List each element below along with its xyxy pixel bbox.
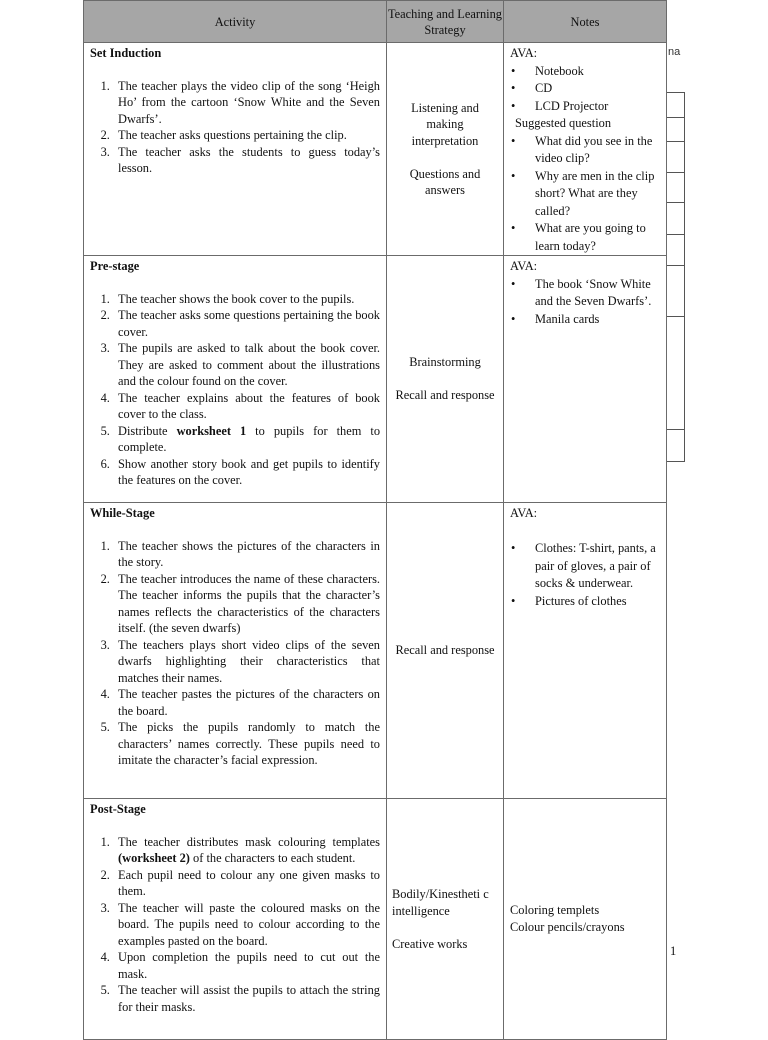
strategy-text: Questions and answers bbox=[409, 166, 481, 197]
step-item: 2. The teacher asks some questions pertaining the book cover. bbox=[113, 307, 380, 340]
activity-steps bbox=[90, 291, 380, 489]
activity-steps bbox=[90, 78, 380, 177]
table-header-row bbox=[84, 1, 667, 43]
step-item: 5. The picks the pupils randomly to match the characters’ names correctly. These pupils need to imitate the character’s facial expression. bbox=[113, 719, 380, 769]
notes-item: • Notebook bbox=[532, 63, 660, 81]
notes-item: • CD bbox=[532, 80, 660, 98]
notes-item: • What did you see in the video clip? bbox=[532, 133, 660, 168]
step-item: 3. The teachers plays short video clips of the seven dwarfs highlighting their characteristics that matches their names. bbox=[113, 637, 380, 687]
notes-line: Coloring templets bbox=[510, 902, 600, 917]
step-text: of the characters to each student. bbox=[189, 851, 356, 865]
table-row-set-induction bbox=[84, 43, 667, 256]
notes-item: • Clothes: T-shirt, pants, a pair of gloves, a pair of socks & underwear. bbox=[532, 540, 660, 593]
background-page-fragment: na bbox=[668, 46, 681, 58]
activity-steps bbox=[90, 538, 380, 769]
notes-item: • Manila cards bbox=[532, 311, 660, 329]
stage-title: Pre-stage bbox=[90, 259, 140, 273]
notes-cell bbox=[504, 503, 667, 799]
notes-subheading: Suggested question bbox=[515, 116, 612, 130]
step-item: 1. The teacher shows the pictures of the characters in the story. bbox=[113, 538, 380, 571]
step-item: 2. Each pupil need to colour any one given masks to them. bbox=[113, 867, 380, 900]
step-item: 3. The teacher will paste the coloured masks on the board. The pupils need to colour according to the examples pasted on the board. bbox=[113, 900, 380, 950]
notes-heading: AVA: bbox=[510, 46, 538, 60]
step-item: 4. Upon completion the pupils need to cut out the mask. bbox=[113, 949, 380, 982]
worksheet-reference: (worksheet 2) bbox=[118, 851, 190, 865]
strategy-cell bbox=[387, 43, 504, 256]
notes-item: • LCD Projector bbox=[532, 98, 660, 116]
strategy-cell bbox=[387, 503, 504, 799]
table-row-post-stage bbox=[84, 799, 667, 1040]
step-item: 6. Show another story book and get pupils to identify the features on the cover. bbox=[113, 456, 380, 489]
step-item: 4. The teacher pastes the pictures of the characters on the board. bbox=[113, 686, 380, 719]
step-item: 1. The teacher plays the video clip of the song ‘Heigh Ho’ from the cartoon ‘Snow White and the Seven Dwarfs’. bbox=[113, 78, 380, 128]
notes-item: • The book ‘Snow White and the Seven Dwarfs’. bbox=[532, 276, 660, 311]
table-row-while-stage bbox=[84, 503, 667, 799]
stage-title: While-Stage bbox=[90, 506, 155, 520]
step-item: 4. The teacher explains about the features of book cover to the class. bbox=[113, 390, 380, 423]
notes-cell bbox=[504, 43, 667, 256]
stage-title: Post-Stage bbox=[90, 802, 146, 816]
step-item: 1. The teacher shows the book cover to the pupils. bbox=[113, 291, 380, 308]
step-item bbox=[113, 834, 380, 867]
notes-cell bbox=[504, 799, 667, 1040]
strategy-text: Recall and response bbox=[395, 643, 495, 658]
step-item: 2. The teacher introduces the name of these characters. The teacher informs the pupils that the character’s names reflects the characteristics of the characters itself. (the seven dwarfs) bbox=[113, 571, 380, 637]
notes-cell bbox=[504, 256, 667, 503]
lesson-plan-table bbox=[83, 0, 667, 1040]
step-text: The teacher distributes mask colouring templates bbox=[118, 834, 380, 849]
activity-cell bbox=[84, 503, 387, 799]
notes-item: • Why are men in the clip short? What are they called? bbox=[532, 168, 660, 221]
step-item: 5. The teacher will assist the pupils to attach the string for their masks. bbox=[113, 982, 380, 1015]
strategy-text: Recall and response bbox=[395, 388, 495, 403]
activity-cell bbox=[84, 43, 387, 256]
activity-cell bbox=[84, 799, 387, 1040]
notes-heading: AVA: bbox=[510, 506, 538, 520]
strategy-cell bbox=[387, 799, 504, 1040]
notes-list bbox=[510, 133, 660, 256]
notes-list bbox=[510, 540, 660, 610]
worksheet-reference: worksheet 1 bbox=[176, 423, 247, 438]
table-row-pre-stage bbox=[84, 256, 667, 503]
strategy-text: Bodily/Kinestheti c intelligence bbox=[392, 887, 489, 918]
strategy-header: Teaching and Learning Strategy bbox=[387, 1, 504, 43]
notes-item: • What are you going to learn today? bbox=[532, 220, 660, 255]
notes-list bbox=[510, 63, 660, 116]
step-text: Distribute bbox=[118, 423, 177, 438]
activity-steps bbox=[90, 834, 380, 1016]
step-text: to pupils for them to complete. bbox=[118, 423, 381, 454]
step-item bbox=[113, 423, 380, 456]
notes-list bbox=[510, 276, 660, 329]
notes-header: Notes bbox=[504, 1, 667, 43]
step-item: 3. The pupils are asked to talk about the book cover. They are asked to comment about the illustrations and the colour found on the cover. bbox=[113, 340, 380, 390]
strategy-text: Listening and making interpretation bbox=[411, 100, 479, 148]
strategy-text: Brainstorming bbox=[409, 355, 481, 370]
strategy-text: Creative works bbox=[392, 936, 468, 951]
notes-item: • Pictures of clothes bbox=[532, 593, 660, 611]
activity-cell bbox=[84, 256, 387, 503]
notes-heading: AVA: bbox=[510, 259, 538, 273]
page-number: 1 bbox=[670, 944, 677, 958]
notes-line: Colour pencils/crayons bbox=[510, 920, 625, 934]
stage-title: Set Induction bbox=[90, 46, 162, 60]
step-item: 3. The teacher asks the students to guess today’s lesson. bbox=[113, 144, 380, 177]
strategy-cell bbox=[387, 256, 504, 503]
activity-header: Activity bbox=[84, 1, 387, 43]
step-item: 2. The teacher asks questions pertaining the clip. bbox=[113, 127, 380, 144]
